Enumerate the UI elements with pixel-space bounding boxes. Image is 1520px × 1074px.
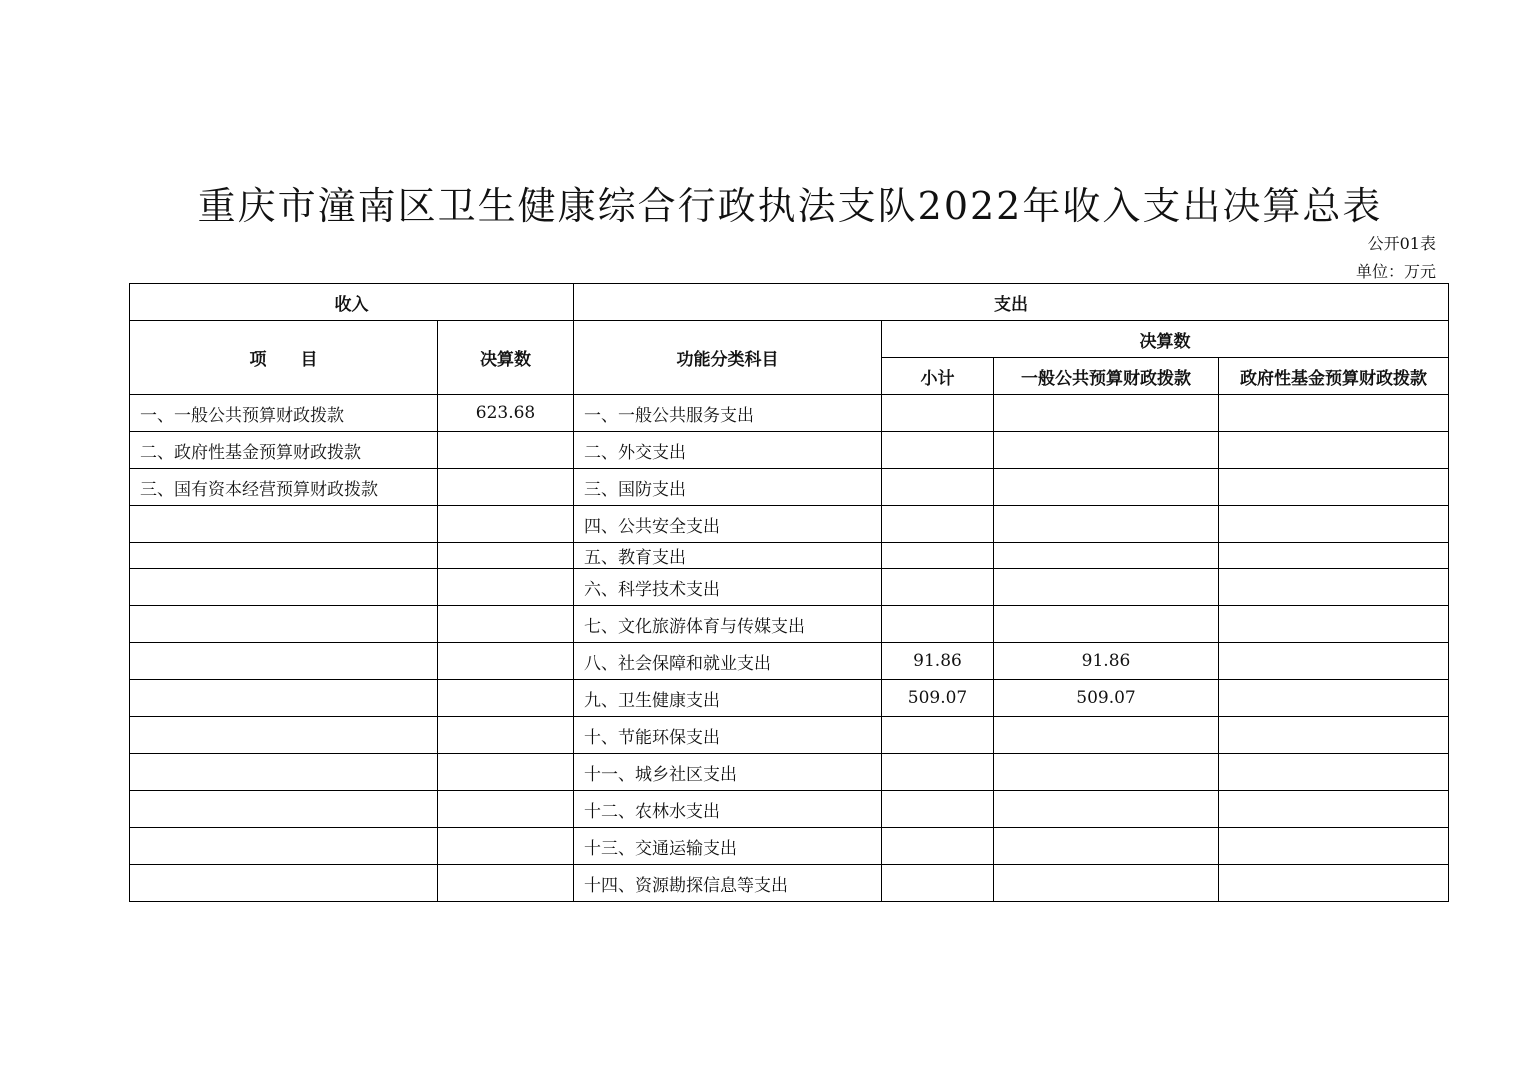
- subtotal-cell: [882, 469, 994, 506]
- gov-fund-header: 政府性基金预算财政拨款: [1219, 358, 1449, 395]
- func-item: 五、教育支出: [574, 543, 882, 569]
- subtotal-cell: [882, 791, 994, 828]
- func-header: 功能分类科目: [574, 321, 882, 395]
- gov-fund-cell: [1219, 395, 1449, 432]
- func-item: 十一、城乡社区支出: [574, 754, 882, 791]
- general-cell: [994, 395, 1219, 432]
- gov-fund-cell: [1219, 865, 1449, 902]
- table-row: [130, 791, 1449, 828]
- income-item: [130, 643, 438, 680]
- table-row: [130, 469, 1449, 506]
- func-item: 十二、农林水支出: [574, 791, 882, 828]
- income-amount: [438, 432, 574, 469]
- general-header: 一般公共预算财政拨款: [994, 358, 1219, 395]
- general-cell: [994, 717, 1219, 754]
- income-amount: [438, 680, 574, 717]
- func-item: 三、国防支出: [574, 469, 882, 506]
- income-amount: 623.68: [438, 395, 574, 432]
- general-cell: [994, 543, 1219, 569]
- func-item: 四、公共安全支出: [574, 506, 882, 543]
- income-item: 三、国有资本经营预算财政拨款: [130, 469, 438, 506]
- income-item: 一、一般公共预算财政拨款: [130, 395, 438, 432]
- func-item: 十三、交通运输支出: [574, 828, 882, 865]
- subtotal-cell: [882, 828, 994, 865]
- gov-fund-cell: [1219, 469, 1449, 506]
- table-row: [130, 506, 1449, 543]
- table-row: [130, 680, 1449, 717]
- func-item: 六、科学技术支出: [574, 569, 882, 606]
- table-row: [130, 643, 1449, 680]
- income-item: [130, 828, 438, 865]
- income-amount: [438, 865, 574, 902]
- item-header: 项 目: [130, 321, 438, 395]
- subtotal-cell: [882, 395, 994, 432]
- subtotal-cell: [882, 432, 994, 469]
- gov-fund-cell: [1219, 754, 1449, 791]
- income-amount: [438, 754, 574, 791]
- table-row: [130, 606, 1449, 643]
- general-cell: [994, 432, 1219, 469]
- table-row: [130, 543, 1449, 569]
- general-cell: [994, 754, 1219, 791]
- func-item: 二、外交支出: [574, 432, 882, 469]
- subtotal-cell: 509.07: [882, 680, 994, 717]
- gov-fund-cell: [1219, 543, 1449, 569]
- general-cell: [994, 865, 1219, 902]
- budget-table: [129, 283, 1449, 902]
- income-item: [130, 543, 438, 569]
- expense-header: 支出: [574, 284, 1449, 321]
- income-amount: [438, 543, 574, 569]
- gov-fund-cell: [1219, 506, 1449, 543]
- func-item: 一、一般公共服务支出: [574, 395, 882, 432]
- subtotal-header: 小计: [882, 358, 994, 395]
- subtotal-cell: [882, 506, 994, 543]
- table-row: [130, 828, 1449, 865]
- income-amount: [438, 717, 574, 754]
- subtotal-cell: [882, 865, 994, 902]
- gov-fund-cell: [1219, 680, 1449, 717]
- income-amount: [438, 469, 574, 506]
- table-row: [130, 569, 1449, 606]
- func-item: 十四、资源勘探信息等支出: [574, 865, 882, 902]
- table-row: [130, 754, 1449, 791]
- table-row: [130, 395, 1449, 432]
- subtotal-cell: [882, 717, 994, 754]
- general-cell: [994, 506, 1219, 543]
- general-cell: [994, 469, 1219, 506]
- gov-fund-cell: [1219, 643, 1449, 680]
- income-item: [130, 791, 438, 828]
- income-item: [130, 569, 438, 606]
- income-item: [130, 680, 438, 717]
- income-item: [130, 506, 438, 543]
- income-item: [130, 754, 438, 791]
- gov-fund-cell: [1219, 717, 1449, 754]
- table-number: 公开01表: [1367, 234, 1436, 253]
- general-cell: 91.86: [994, 643, 1219, 680]
- gov-fund-cell: [1219, 569, 1449, 606]
- general-cell: [994, 606, 1219, 643]
- gov-fund-cell: [1219, 828, 1449, 865]
- subtotal-cell: [882, 543, 994, 569]
- subtotal-cell: 91.86: [882, 643, 994, 680]
- func-item: 十、节能环保支出: [574, 717, 882, 754]
- exp-amount-header: 决算数: [882, 321, 1449, 358]
- income-item: [130, 717, 438, 754]
- table-row: [130, 717, 1449, 754]
- income-item: [130, 606, 438, 643]
- func-item: 八、社会保障和就业支出: [574, 643, 882, 680]
- gov-fund-cell: [1219, 432, 1449, 469]
- func-item: 九、卫生健康支出: [574, 680, 882, 717]
- income-amount: [438, 569, 574, 606]
- gov-fund-cell: [1219, 606, 1449, 643]
- general-cell: [994, 791, 1219, 828]
- unit-label: 单位：万元: [1355, 262, 1436, 281]
- general-cell: [994, 569, 1219, 606]
- page-title: 重庆市潼南区卫生健康综合行政执法支队2022年收入支出决算总表: [197, 184, 1383, 228]
- subtotal-cell: [882, 754, 994, 791]
- income-amount: [438, 643, 574, 680]
- subtotal-cell: [882, 569, 994, 606]
- amount-header: 决算数: [438, 321, 574, 395]
- general-cell: 509.07: [994, 680, 1219, 717]
- general-cell: [994, 828, 1219, 865]
- func-item: 七、文化旅游体育与传媒支出: [574, 606, 882, 643]
- income-amount: [438, 791, 574, 828]
- income-amount: [438, 506, 574, 543]
- table-row: [130, 432, 1449, 469]
- gov-fund-cell: [1219, 791, 1449, 828]
- subtotal-cell: [882, 606, 994, 643]
- income-item: [130, 865, 438, 902]
- income-item: 二、政府性基金预算财政拨款: [130, 432, 438, 469]
- income-header: 收入: [130, 284, 574, 321]
- income-amount: [438, 606, 574, 643]
- income-amount: [438, 828, 574, 865]
- table-row: [130, 865, 1449, 902]
